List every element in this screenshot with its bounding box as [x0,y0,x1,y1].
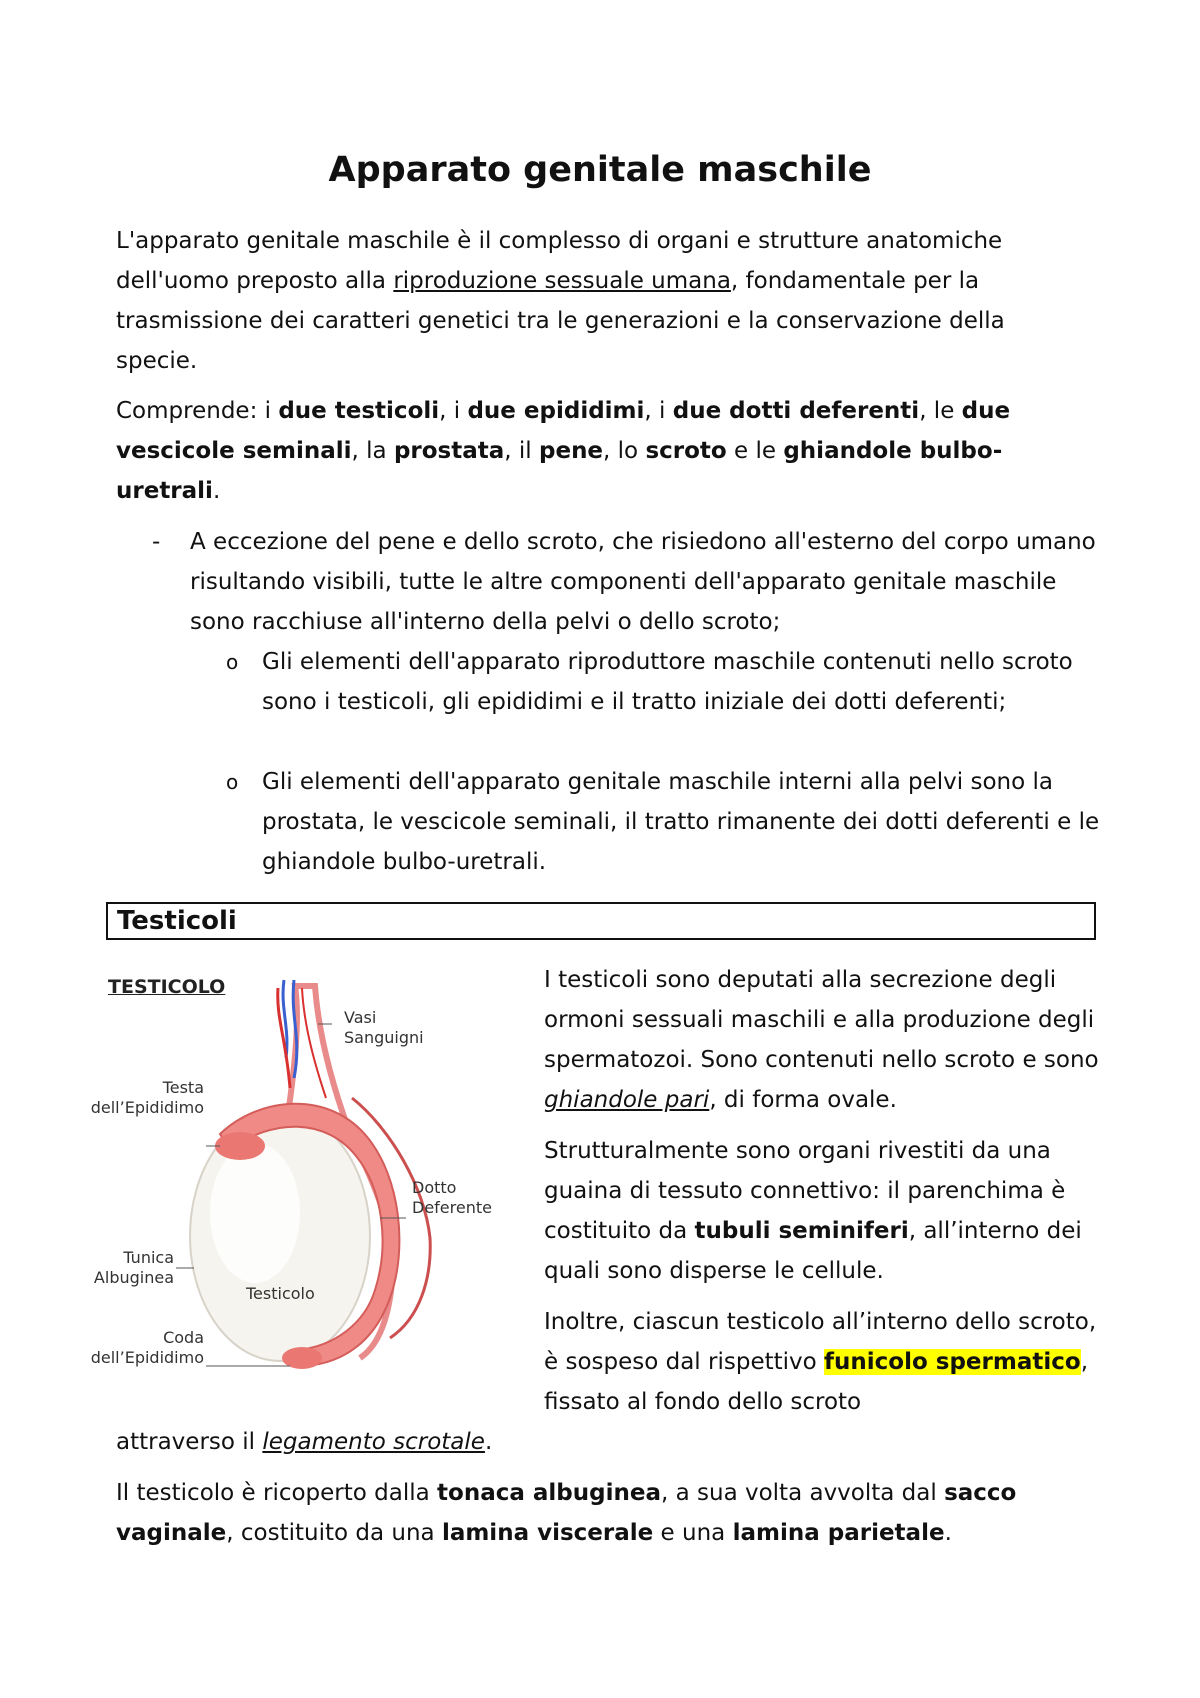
comprende-text: . [212,478,221,504]
label-text: dell’Epididimo [90,1348,204,1367]
page-title: Apparato genitale maschile [328,150,872,190]
intro-link[interactable]: riproduzione sessuale umana [393,268,731,294]
comprende-paragraph [116,391,1086,511]
paragraph-text: . [944,1520,952,1546]
testicoli-paragraph-3 [544,1302,1109,1422]
comprende-text: e le [726,438,784,464]
circle-bullet: o [226,650,239,674]
label-coda [90,1328,204,1368]
comprende-text: , lo [603,438,646,464]
testicle-diagram [90,978,530,1378]
label-dotto [412,1178,492,1218]
label-text: Coda [163,1328,204,1347]
testicoli-paragraph-2 [544,1131,1109,1291]
comprende-bold: due testicoli [278,398,440,424]
list-item [116,522,1106,642]
comprende-bold: due vescicole seminali [116,398,1011,464]
paragraph-text: , a sua volta avvolta dal [660,1480,945,1506]
label-tunica [90,1248,174,1288]
section-heading: Testicoli [117,906,237,936]
paragraph-bold: tonaca albuginea [437,1480,661,1506]
testicoli-paragraph-1 [544,960,1109,1120]
paragraph-text: , all’interno dei quali sono disperse le cellule. [544,1218,1082,1284]
paragraph-text: attraverso il [116,1429,263,1455]
intro-paragraph [116,221,1086,381]
label-text: Testa [162,1078,204,1097]
paragraph-text: Il testicolo è ricoperto dalla [116,1480,438,1506]
sub-list-item-text: Gli elementi dell'apparato genitale maschile interni alla pelvi sono la prostata, le vescicole seminali, il tratto rimanente dei dotti deferenti e le ghiandole bulbo-uretrali. [262,769,1100,875]
epididymis-head [215,1132,265,1160]
intro-text-1: L'apparato genitale maschile è il complesso di organi e strutture anatomiche dell'uomo preposto alla [116,228,1003,294]
comprende-text: , i [644,398,673,424]
paragraph-text: , costituito da una [226,1520,442,1546]
sub-list-item-text: Gli elementi dell'apparato riproduttore maschile contenuti nello scroto sono i testicoli, gli epididimi e il tratto iniziale dei dotti deferenti; [262,649,1073,715]
comprende-bold: prostata [393,438,505,464]
label-testicolo: Testicolo [246,1284,315,1303]
label-text: Albuginea [93,1268,174,1287]
label-text: Dotto [412,1178,457,1197]
comprende-bold: due dotti deferenti [672,398,920,424]
testicoli-paragraph-3-continuation [116,1422,1096,1462]
comprende-text: Comprende: i [116,398,279,424]
label-text: dell’Epididimo [90,1098,204,1117]
highlighted-term: funicolo spermatico [824,1349,1081,1375]
section-heading-box [106,902,1096,940]
testicoli-paragraph-4 [116,1473,1096,1553]
label-text: Vasi [344,1008,377,1027]
comprende-text: , la [351,438,394,464]
paragraph-text: . [484,1429,493,1455]
intro-text-2: , fondamentale per la trasmissione dei caratteri genetici tra le generazioni e la conservazione della specie. [116,268,1005,374]
comprende-bold: scroto [645,438,727,464]
paragraph-text: , fissato al fondo dello scroto [544,1349,1088,1415]
legamento-scrotale-link[interactable]: legamento scrotale [262,1429,485,1455]
comprende-text: , le [919,398,962,424]
list-item-text: A eccezione del pene e dello scroto, che risiedono all'esterno del corpo umano risultando visibili, tutte le altre componenti dell'apparato genitale maschile sono racchiuse all'interno della pelvi o dello scroto; [190,529,1096,635]
paragraph-bold: sacco vaginale [116,1480,1017,1546]
paragraph-text: , di forma ovale. [709,1087,897,1113]
sub-list-item [116,642,1106,722]
label-vasi [344,1008,424,1048]
comprende-bold: ghiandole bulbo-uretrali [116,438,1003,504]
comprende-bold: pene [539,438,604,464]
label-text: Deferente [412,1198,492,1217]
comprende-bold: due epididimi [467,398,645,424]
label-testa [90,1078,204,1118]
label-text: Sanguigni [344,1028,424,1047]
paragraph-text: Strutturalmente sono organi rivestiti da una guaina di tessuto connettivo: il parenchima è costituito da [544,1138,1066,1244]
paragraph-bold: lamina viscerale [441,1520,654,1546]
label-text: Tunica [123,1248,174,1267]
paragraph-bold: tubuli seminiferi [694,1218,909,1244]
ghiandole-pari-link[interactable]: ghiandole pari [544,1087,710,1113]
sub-list-item [116,762,1106,882]
paragraph-text: e una [653,1520,733,1546]
paragraph-text: I testicoli sono deputati alla secrezione degli ormoni sessuali maschili e alla produzione degli spermatozoi. Sono contenuti nello scroto e sono [544,967,1099,1073]
comprende-text: , i [439,398,468,424]
dash-bullet: - [152,529,161,555]
testicle-highlight [210,1143,300,1283]
circle-bullet: o [226,770,239,794]
paragraph-text: Inoltre, ciascun testicolo all’interno dello scroto, è sospeso dal rispettivo [544,1309,1097,1375]
paragraph-bold: lamina parietale [732,1520,945,1546]
figure-title: TESTICOLO [108,976,226,998]
comprende-text: , il [504,438,539,464]
